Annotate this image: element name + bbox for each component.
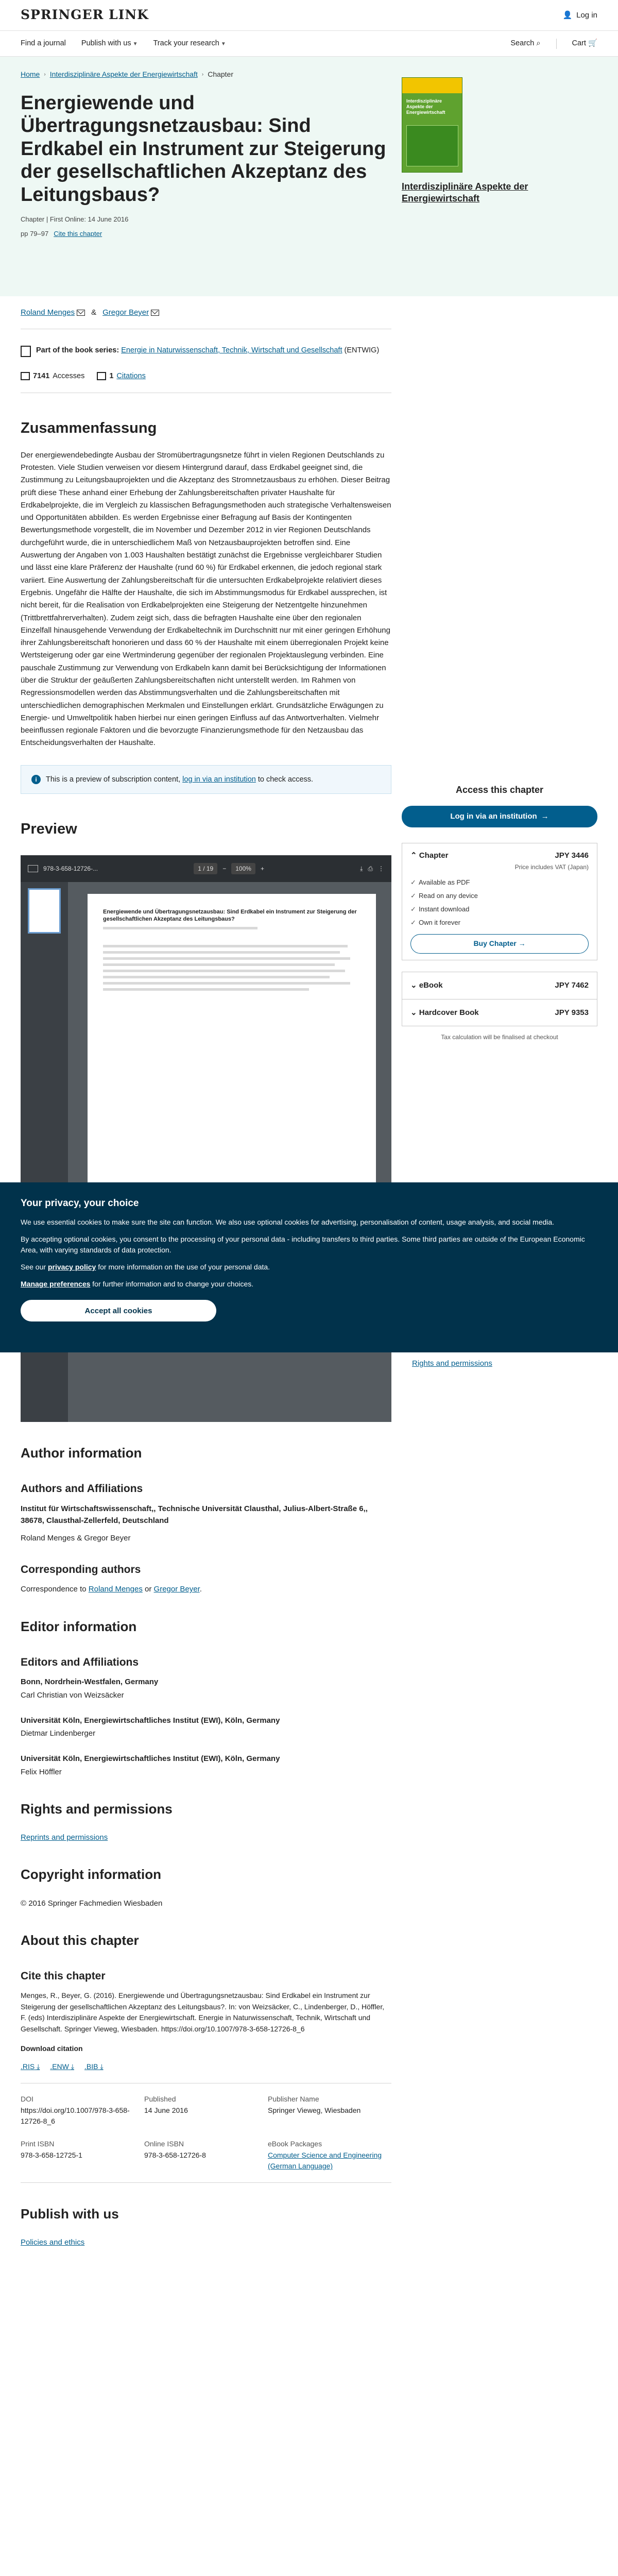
bib-label: .BIB [84, 2062, 98, 2071]
cookie-privacy-text [21, 1262, 587, 1273]
published-label: Published [144, 2094, 176, 2103]
doi-label: DOI [21, 2094, 33, 2103]
book-title-link[interactable]: Interdisziplinäre Aspekte der Energiewirtschaft [402, 181, 528, 204]
divider [21, 2182, 391, 2183]
print-icon[interactable]: ⎙ [368, 865, 373, 872]
book-series-icon [21, 346, 31, 357]
cite-chapter-link[interactable]: Cite this chapter [54, 230, 102, 238]
download-icon: ⤓ [100, 2062, 104, 2071]
author-link[interactable] [21, 307, 85, 318]
benefit-item: ✓ Own it forever [410, 918, 589, 928]
citation-formats [21, 2061, 391, 2073]
published-value: 14 June 2016 [144, 2106, 188, 2114]
citations-count: 1 [109, 372, 114, 381]
arrow-right-icon: → [518, 939, 526, 948]
correspondence-author-link[interactable]: Gregor Beyer [153, 1585, 200, 1594]
email-icon [77, 310, 85, 316]
notice-prefix: This is a preview of subscription content, [46, 775, 181, 784]
citations-icon [97, 372, 106, 380]
breadcrumb-book[interactable]: Interdisziplinäre Aspekte der Energiewirtschaft [49, 70, 198, 78]
corr-prefix: Correspondence to [21, 1585, 87, 1594]
cart-icon: 🛒 [588, 39, 597, 48]
zoom-level[interactable]: 100% [231, 863, 255, 875]
author-names: Roland Menges & Gregor Beyer [21, 1533, 131, 1543]
book-cover-image[interactable] [402, 77, 462, 173]
tax-note: Tax calculation will be finalised at checkout [441, 1033, 558, 1041]
chapter-meta-2 [21, 229, 597, 239]
track-label: Track your research [153, 39, 219, 48]
chapter-benefits [410, 877, 589, 928]
editor-affiliation: Bonn, Nordrhein-Westfalen, Germany [21, 1677, 159, 1687]
search-icon: ⌕ [536, 39, 541, 48]
accesses-icon [21, 372, 30, 380]
publisher-label: Publisher Name [268, 2094, 319, 2103]
buy-chapter-button[interactable] [410, 934, 589, 954]
author-name: Gregor Beyer [102, 308, 149, 317]
cookie-heading: Your privacy, your choice [21, 1198, 139, 1209]
hardcover-purchase-option[interactable] [402, 999, 597, 1026]
ebook-package-link[interactable]: Computer Science and Engineering (German Language) [268, 2150, 382, 2171]
series-link[interactable]: Energie in Naturwissenschaft, Technik, Wirtschaft und Gesellschaft [121, 346, 342, 355]
abstract-text: Der energiewendebedingte Ausbau der Stromübertragungsnetze führt in vielen Regionen Deutschlands zu Protesten. Viele Studien verweisen vor diesem Hintergrund darauf, dass Erdkabel geeignet sind, die Zustimmung zu Leitungsbauprojekten und die Akzeptanz des Stromnetzausbaus zu erhöhen. Dieser Beitrag prüft diese These anhand einer Erhebung der Zahlungsbereitschaften privater Haushalte für Erdkabelprojekte, die im Vergleich zu klassischen Befragungsmethoden auch strategische Verhaltensweisen und Opportunitäten abbilden. Es werden Ergebnisse einer Befragung auf Basis der Kontingenten Bewertungsmethode vorgestellt, die im November und Dezember 2012 in vier Regionen Deutschlands durchgeführt wurde, die in unterschiedlichem Maß von Netzausbauprojekten betroffen sind. Eine Auswertung der Angaben von 1.003 Haushalten bestätigt zunächst die Ergebnisse vergleichbarer Studien und lässt eine klare Präferenz der Haushalte (rund 60 %) für Erdkabel erkennen, die jedoch regional stark variiert. Eine Auswertung der Zahlungsbereitschaft für die untersuchten Erdkabelprojekte relativiert dieses Ergebnis. Ungefähr die Hälfte der Haushalte, die sich im Abstimmungsmodus für Erdkabel aussprechen, ist nicht bereit, für die Realisation von Erdkabelprojekten eine Steigerung der Netzentgelte hinzunehmen (Trittbrettfahrerverhalten). Zudem zeigt sich, dass die befragten Haushalte eine über den regionalen Einzelfall hinausgehende Verwendung der Erdkabeltechnik im Durchschnitt nur mit einer geringen Erhöhung ihrer Zahlungsbereitschaft honorieren und dass 60 % der Haushalte mit einem überregionalen Projekt keine Wertsteigerung oder gar eine Wertminderung gegenüber der regionalen Projektauslegung verbinden. Eine pauschale Zustimmung zur Verwendung von Erdkabeln kann damit bei Berücksichtigung der Informationen über die Struktur der geäußerten Zahlungsbereitschaften nicht unterstellt werden. Im Rahmen von Regressionsmodellen werden das Abstimmungsverhalten und die Zahlungsbereitschaften mit unterschiedlichen demographischen Merkmalen und Einstellungen erklärt. Grundsätzliche Erwägungen zu Energie- und Umweltpolitik haben hierbei nur einen geringen Einfluss auf das Antwortverhalten. Vielmehr beeinflussen regionale Faktoren und die bevorzugte Finanzierungsmethode für den Netzausbau das Entscheidungsverhalten der Haushalte. [21, 450, 391, 748]
chevron-up-icon: ⌃ [410, 851, 417, 860]
preferences-suffix: for further information and to change your choices. [92, 1280, 254, 1289]
sub-navigation [0, 31, 618, 57]
text-line [103, 963, 335, 966]
benefit-item: ✓ Instant download [410, 904, 589, 914]
series-abbr: (ENTWIG) [344, 346, 380, 355]
login-label: Log in [576, 10, 597, 20]
text-line [103, 951, 340, 954]
accesses-label: Accesses [53, 372, 85, 381]
pdf-page-title: Energiewende und Übertragungsnetzausbau: Sind Erdkabel ein Instrument zur Steigerung der gesellschaftlichen Akzeptanz des Leitungsbaus? [103, 909, 357, 923]
privacy-suffix: for more information on the use of your personal data. [98, 1263, 270, 1272]
chapter-type: Chapter [21, 215, 45, 223]
corr-end: . [199, 1585, 202, 1594]
cookie-text: By accepting optional cookies, you consent to the processing of your personal data - including transfers to third parties. Some third parties are outside of the European Economic Area, with varying standards of data protection. [21, 1235, 585, 1255]
copyright-heading: Copyright information [21, 1867, 161, 1883]
text-line [103, 976, 330, 978]
corresponding-heading: Corresponding authors [21, 1563, 141, 1575]
zoom-out-icon[interactable]: − [222, 865, 227, 872]
arrow-right-icon: → [541, 812, 549, 821]
benefit-item: ✓ Read on any device [410, 891, 589, 901]
cite-heading: Cite this chapter [21, 1970, 106, 1982]
chevron-down-icon: ▼ [220, 41, 226, 47]
chevron-down-icon: ▼ [132, 41, 138, 47]
top-header [0, 0, 618, 31]
institution-login-link[interactable]: log in via an institution [182, 775, 256, 784]
institution-button-label: Log in via an institution [450, 812, 537, 821]
download-ris-link[interactable] [21, 2061, 40, 2073]
text-line [103, 988, 309, 991]
ebook-label: eBook [419, 981, 443, 990]
chapter-meta: Chapter | First Online: 14 June 2016 [21, 215, 129, 223]
notice-suffix: to check access. [258, 775, 314, 784]
buy-chapter-label: Buy Chapter [473, 939, 517, 948]
price-note: Price includes VAT (Japan) [514, 863, 589, 871]
print-isbn-value: 978-3-658-12725-1 [21, 2150, 82, 2159]
chapter-label: Chapter [419, 851, 449, 860]
affiliations-heading: Authors and Affiliations [21, 1483, 143, 1495]
editor-affiliation: Universität Köln, Energiewirtschaftliches Institut (EWI), Köln, Germany [21, 1754, 280, 1764]
text-line [103, 982, 350, 985]
editor-affiliation: Universität Köln, Energiewirtschaftliches Institut (EWI), Köln, Germany [21, 1716, 280, 1725]
text-line [103, 945, 348, 947]
publish-menu[interactable] [81, 38, 138, 49]
ebook-purchase-option[interactable] [402, 972, 597, 999]
access-heading: Access this chapter [455, 785, 544, 795]
chapter-purchase-header[interactable] [410, 850, 589, 861]
author-list: Roland Menges & Gregor Beyer [21, 296, 391, 318]
citations-link[interactable]: Citations [116, 372, 146, 381]
download-enw-link[interactable] [50, 2061, 74, 2073]
privacy-policy-link[interactable]: privacy policy [47, 1263, 96, 1272]
publisher-value: Springer Vieweg, Wiesbaden [268, 2106, 361, 2114]
search-label: Search [510, 39, 535, 48]
subscription-notice [21, 765, 391, 794]
cover-graphic [406, 125, 458, 166]
print-isbn-label: Print ISBN [21, 2140, 55, 2148]
editor-name: Dietmar Lindenberger [21, 1729, 96, 1738]
download-icon: ⤓ [37, 2062, 40, 2071]
text-line [103, 970, 345, 972]
cover-title: Interdisziplinäre Aspekte der Energiewirtschaft [406, 98, 445, 115]
author-link[interactable] [102, 307, 159, 318]
institution-login-button[interactable] [402, 806, 597, 827]
author-info-heading: Author information [21, 1445, 142, 1461]
privacy-prefix: See our [21, 1263, 46, 1272]
ris-label: .RIS [21, 2062, 35, 2071]
about-heading: About this chapter [21, 1933, 139, 1948]
breadcrumb-home[interactable]: Home [21, 70, 40, 78]
policies-link[interactable]: Policies and ethics [21, 2238, 85, 2247]
book-series [21, 340, 391, 357]
springer-link-logo[interactable]: SPRINGER LINK [21, 7, 149, 23]
chevron-down-icon: ⌄ [410, 981, 417, 990]
reprints-link[interactable]: Reprints and permissions [21, 1833, 108, 1842]
accesses-metric [21, 370, 84, 382]
chapter-price: JPY 3446 [555, 851, 589, 860]
find-journal-link[interactable]: Find a journal [21, 39, 66, 48]
chapter-title: Energiewende und Übertragungsnetzausbau: Sind Erdkabel ein Instrument zur Steigerung der gesellschaftlichen Akzeptanz des Leitungsbaus? [21, 92, 386, 206]
series-prefix: Part of the book series: [36, 346, 119, 355]
breadcrumb-current: Chapter [208, 70, 234, 78]
chapter-metrics [21, 370, 391, 382]
document-name: 978-3-658-12726-... [43, 865, 98, 872]
chevron-right-icon: › [201, 72, 204, 78]
ebook-price: JPY 7462 [555, 981, 589, 990]
divider [556, 39, 557, 49]
cart-label: Cart [572, 39, 586, 48]
correspondence-author-link[interactable]: Roland Menges [88, 1585, 143, 1594]
copyright-text: © 2016 Springer Fachmedien Wiesbaden [21, 1899, 163, 1908]
abstract-heading: Zusammenfassung [21, 419, 157, 436]
cookie-preferences-text [21, 1279, 587, 1290]
online-isbn-value: 978-3-658-12726-8 [144, 2150, 206, 2159]
download-bib-link[interactable] [84, 2061, 104, 2073]
sidebar-rights-link[interactable]: Rights and permissions [412, 1359, 492, 1368]
track-research-menu[interactable] [153, 38, 226, 49]
access-sidebar [402, 783, 597, 1042]
enw-label: .ENW [50, 2062, 69, 2071]
zoom-in-icon[interactable]: + [260, 865, 264, 872]
hardcover-price: JPY 9353 [555, 1008, 589, 1017]
info-icon: i [31, 775, 41, 784]
download-icon: ⤓ [71, 2062, 74, 2071]
login-link[interactable] [562, 9, 597, 21]
author-institution: Institut für Wirtschaftswissenschaft,, Technische Universität Clausthal, Julius-Albert-Straße 6,, 38678, Clausthal-Zellerfeld, Deutschland [21, 1504, 368, 1526]
publish-label: Publish with us [81, 39, 131, 48]
citations-metric[interactable] [97, 370, 146, 382]
download-citation-heading: Download citation [21, 2044, 83, 2053]
benefit-item: ✓ Available as PDF [410, 877, 589, 888]
cart-button[interactable] [572, 38, 598, 49]
sidebar-toggle-icon[interactable] [28, 865, 38, 872]
doi-value: https://doi.org/10.1007/978-3-658-12726-8_6 [21, 2106, 130, 2126]
first-online: First Online: 14 June 2016 [49, 215, 129, 223]
preview-heading: Preview [21, 821, 77, 838]
cookie-text: We use essential cookies to make sure the site can function. We also use optional cookies for advertising, personalisation of content, usage analysis, and social media. [21, 1218, 555, 1227]
cover-band [402, 78, 462, 93]
search-button[interactable] [510, 38, 540, 49]
editor-info-heading: Editor information [21, 1618, 137, 1634]
ebook-packages-label: eBook Packages [268, 2140, 322, 2148]
chevron-down-icon: ⌄ [410, 1008, 417, 1017]
page-indicator[interactable]: 1 / 19 [194, 863, 217, 875]
page-thumbnail[interactable] [28, 888, 61, 934]
online-isbn-label: Online ISBN [144, 2140, 184, 2148]
author-name: Roland Menges [21, 308, 75, 317]
editor-affiliations-heading: Editors and Affiliations [21, 1656, 139, 1668]
editor-name: Carl Christian von Weizsäcker [21, 1690, 124, 1700]
manage-preferences-link[interactable]: Manage preferences [21, 1280, 91, 1289]
hardcover-label: Hardcover Book [419, 1008, 479, 1017]
text-line [103, 957, 350, 960]
more-options-icon[interactable]: ⋮ [378, 865, 385, 872]
page-range: pp 79–97 [21, 230, 49, 238]
bibliographic-info [21, 2094, 391, 2172]
user-icon: 👤 [562, 10, 573, 20]
book-card [402, 77, 577, 205]
correspondence [21, 1583, 391, 1595]
editor-name: Felix Höffler [21, 1767, 62, 1776]
publish-heading: Publish with us [21, 2206, 119, 2222]
chevron-right-icon: › [44, 72, 46, 78]
viewer-toolbar [21, 855, 391, 882]
download-icon[interactable]: ⤓ [360, 865, 363, 872]
chapter-hero [0, 57, 618, 296]
text-line [103, 927, 258, 929]
cookie-consent-banner [0, 1182, 618, 1352]
accept-cookies-button[interactable]: Accept all cookies [21, 1300, 216, 1321]
email-icon [151, 310, 159, 316]
corr-or: or [145, 1585, 152, 1594]
rights-heading: Rights and permissions [21, 1801, 173, 1817]
accesses-count: 7141 [33, 372, 50, 381]
citation-text: Menges, R., Beyer, G. (2016). Energiewende und Übertragungsnetzausbau: Sind Erdkabel ein Instrument zur Steigerung der gesellschaftlichen Akzeptanz des Leitungsbaus?. In: von Weizsäcker, C., Lindenberger, D., Höffler, F. (eds) Interdisziplinäre Aspekte der Energiewirtschaft. Energie in Naturwissenschaft, Technik, Wirtschaft und Gesellschaft. Springer Vieweg, Wiesbaden. https://doi.org/10.1007/978-3-658-12726-8_6 [21, 1991, 385, 2033]
chapter-purchase-box [402, 843, 597, 960]
